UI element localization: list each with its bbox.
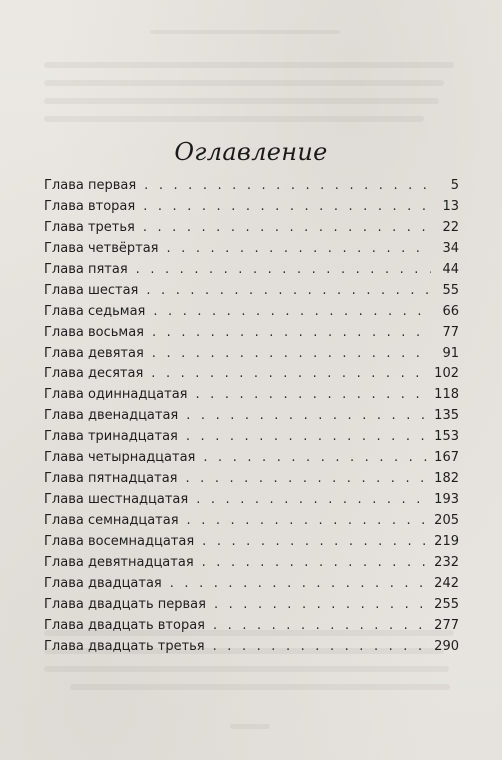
toc-entry: [44, 218, 459, 239]
toc-entry: [44, 553, 459, 574]
toc-entry-page-number: 182: [434, 471, 459, 487]
toc-title: Оглавление: [174, 138, 328, 166]
toc-entry-page-number: 44: [442, 261, 459, 277]
toc-entry: [44, 511, 459, 532]
toc-entry-label: Глава тринадцатая: [44, 429, 178, 445]
toc-entry-label: Глава двенадцатая: [44, 408, 179, 424]
dot-leader: [213, 616, 428, 636]
dot-leader: [167, 239, 432, 259]
toc-entry-page-number: 118: [434, 387, 459, 403]
toc-entry-label: Глава шестая: [44, 282, 139, 298]
toc-entry-label: Глава третья: [44, 219, 135, 235]
dot-leader: [153, 302, 431, 322]
toc-entry: [44, 281, 459, 302]
dot-leader: [186, 469, 429, 489]
toc-entry-page-number: 255: [434, 596, 459, 612]
toc-entry-page-number: 193: [434, 492, 459, 508]
toc-entry-page-number: 277: [434, 617, 459, 633]
toc-entry-label: Глава двадцать третья: [44, 638, 205, 654]
dot-leader: [144, 176, 431, 196]
toc-entry-page-number: 34: [442, 240, 459, 256]
toc-entry-page-number: 5: [450, 178, 459, 193]
toc-entry-label: Глава семнадцатая: [44, 513, 179, 528]
dot-leader: [186, 427, 428, 447]
table-of-contents: [44, 176, 459, 658]
toc-entry-label: Глава четырнадцатая: [44, 450, 196, 466]
dot-leader: [203, 448, 428, 468]
dot-leader: [146, 281, 431, 301]
toc-entry-label: Глава шестнадцатая: [44, 492, 189, 508]
dot-leader: [213, 637, 429, 657]
toc-entry-page-number: 290: [434, 638, 459, 654]
toc-entry-label: Глава пятая: [44, 261, 128, 277]
dot-leader: [143, 218, 431, 238]
dot-leader: [196, 490, 428, 510]
toc-entry-page-number: 135: [434, 408, 459, 424]
toc-entry-label: Глава девятнадцатая: [44, 554, 194, 570]
dot-leader: [152, 344, 431, 364]
toc-entry-label: Глава десятая: [44, 366, 144, 382]
toc-entry-page-number: 219: [434, 533, 459, 549]
toc-entry: [44, 176, 459, 197]
toc-entry: [44, 448, 459, 469]
toc-entry: [44, 344, 459, 365]
toc-entry-page-number: 77: [442, 324, 459, 340]
toc-entry-label: Глава двадцать первая: [44, 596, 206, 612]
toc-entry-label: Глава вторая: [44, 198, 136, 214]
toc-entry: [44, 637, 459, 658]
toc-entry: [44, 385, 459, 406]
show-through-line: [44, 116, 424, 122]
dot-leader: [195, 385, 428, 405]
dot-leader: [170, 574, 428, 594]
toc-entry-label: Глава восьмая: [44, 324, 144, 340]
toc-entry-page-number: 242: [434, 575, 459, 591]
dot-leader: [151, 364, 428, 384]
show-through-line: [44, 62, 454, 68]
show-through-line: [150, 30, 340, 34]
toc-entry-label: Глава четвёртая: [44, 240, 159, 256]
dot-leader: [143, 197, 431, 217]
show-through-line: [44, 80, 444, 86]
toc-entry: [44, 490, 459, 511]
toc-entry: [44, 302, 459, 323]
dot-leader: [186, 406, 428, 426]
toc-entry-page-number: 102: [434, 366, 459, 382]
show-through-line: [44, 98, 439, 104]
dot-leader: [214, 595, 428, 615]
toc-entry-label: Глава первая: [44, 178, 137, 193]
dot-leader: [202, 553, 429, 573]
toc-entry-page-number: 167: [434, 450, 459, 466]
toc-entry: [44, 406, 459, 427]
dot-leader: [136, 260, 431, 280]
dot-leader: [152, 323, 431, 343]
toc-entry-page-number: 232: [434, 554, 459, 570]
toc-entry: [44, 197, 459, 218]
toc-entry: [44, 532, 459, 553]
toc-entry: [44, 364, 459, 385]
toc-entry: [44, 469, 459, 490]
toc-entry-page-number: 22: [442, 219, 459, 235]
toc-entry-label: Глава девятая: [44, 345, 144, 361]
toc-entry-label: Глава восемнадцатая: [44, 533, 195, 549]
toc-entry-page-number: 13: [442, 198, 459, 214]
dot-leader: [202, 532, 428, 552]
toc-entry: [44, 595, 459, 616]
toc-entry-page-number: 153: [434, 429, 459, 445]
toc-entry-page-number: 205: [434, 513, 459, 528]
toc-entry-label: Глава двадцать вторая: [44, 617, 205, 633]
toc-entry-page-number: 55: [442, 282, 459, 298]
toc-entry: [44, 239, 459, 260]
show-through-line: [44, 666, 449, 672]
toc-entry-label: Глава одиннадцатая: [44, 387, 188, 403]
show-through-line: [70, 684, 450, 690]
dot-leader: [187, 511, 429, 531]
toc-entry-label: Глава пятнадцатая: [44, 471, 178, 487]
toc-entry: [44, 616, 459, 637]
toc-entry: [44, 260, 459, 281]
toc-entry: [44, 427, 459, 448]
toc-entry-page-number: 91: [442, 345, 459, 361]
show-through-line: [230, 724, 270, 729]
toc-entry-label: Глава седьмая: [44, 303, 146, 319]
toc-entry-label: Глава двадцатая: [44, 575, 162, 591]
toc-entry: [44, 574, 459, 595]
toc-entry: [44, 323, 459, 344]
toc-entry-page-number: 66: [442, 303, 459, 319]
